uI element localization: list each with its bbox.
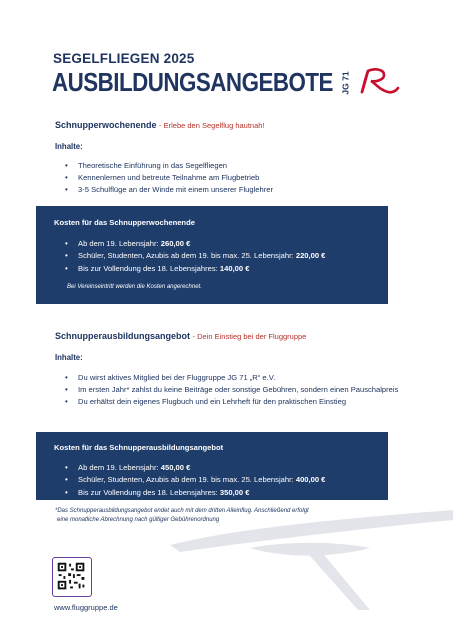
cost-row: • Schüler, Studenten, Azubis ab dem 19. bis max. 25. Lebensjahr: 400,00 € bbox=[62, 475, 382, 484]
cost-row: • Schüler, Studenten, Azubis ab dem 19. bis max. 25. Lebensjahr: 220,00 € bbox=[62, 251, 382, 260]
contents-list bbox=[62, 373, 402, 409]
cost-row: • Ab dem 19. Lebensjahr: 450,00 € bbox=[62, 463, 382, 472]
section-title-schnupperausbildung: Schnupperausbildungsangebot - Dein Einstieg bei der Fluggruppe bbox=[55, 331, 307, 341]
footnote: *Das Schnupperausbildungsangebot endet auch mit dem dritten Alleinflug. Anschließend erfolgt eine monatliche Abrechnung nach gültiger Gebührenordnung bbox=[55, 508, 309, 523]
list-item: • Du erhältst dein eigenes Flugbuch und ein Lehrheft für den praktischen Einstieg bbox=[62, 397, 402, 406]
cost-row: • Ab dem 19. Lebensjahr: 260,00 € bbox=[62, 239, 382, 248]
list-item: • Du wirst aktives Mitglied bei der Fluggruppe JG 71 „R“ e.V. bbox=[62, 373, 402, 382]
costs-box bbox=[36, 432, 388, 500]
list-item: • 3-5 Schulflüge an der Winde mit einem unserer Fluglehrer bbox=[62, 185, 392, 194]
costs-note: Bei Vereinseintritt werden die Kosten angerechnet. bbox=[67, 284, 202, 290]
list-item: • Im ersten Jahr* zahlst du keine Beiträge oder sonstige Gebühren, sondern einen Pauschalpreis bbox=[62, 385, 402, 394]
club-mark: JG 71 bbox=[340, 71, 351, 95]
costs-title: Kosten für das Schnupperwochenende bbox=[54, 218, 195, 227]
contents-list bbox=[62, 161, 392, 197]
list-item: • Theoretische Einführung in das Segelfliegen bbox=[62, 161, 392, 170]
cost-row: • Bis zur Vollendung des 18. Lebensjahres: 350,00 € bbox=[62, 488, 382, 497]
list-item: • Kennenlernen und betreute Teilnahme am Flugbetrieb bbox=[62, 173, 392, 182]
costs-list bbox=[62, 463, 382, 500]
page-kicker: SEGELFLIEGEN 2025 bbox=[53, 51, 195, 66]
website-link[interactable]: www.fluggruppe.de bbox=[54, 603, 118, 612]
contents-label: Inhalte: bbox=[55, 353, 83, 362]
club-logo-icon bbox=[358, 66, 400, 96]
costs-list bbox=[62, 239, 382, 276]
contents-label: Inhalte: bbox=[55, 142, 83, 151]
qr-code-icon[interactable] bbox=[52, 557, 92, 597]
cost-row: • Bis zur Vollendung des 18. Lebensjahres: 140,00 € bbox=[62, 264, 382, 273]
section-title-schnupperwochenende: Schnupperwochenende - Erlebe den Segelflug hautnah! bbox=[55, 120, 265, 130]
page-title: AUSBILDUNGSANGEBOTE bbox=[52, 67, 333, 97]
costs-title: Kosten für das Schnupperausbildungsangebot bbox=[54, 443, 224, 452]
costs-box bbox=[36, 206, 388, 304]
